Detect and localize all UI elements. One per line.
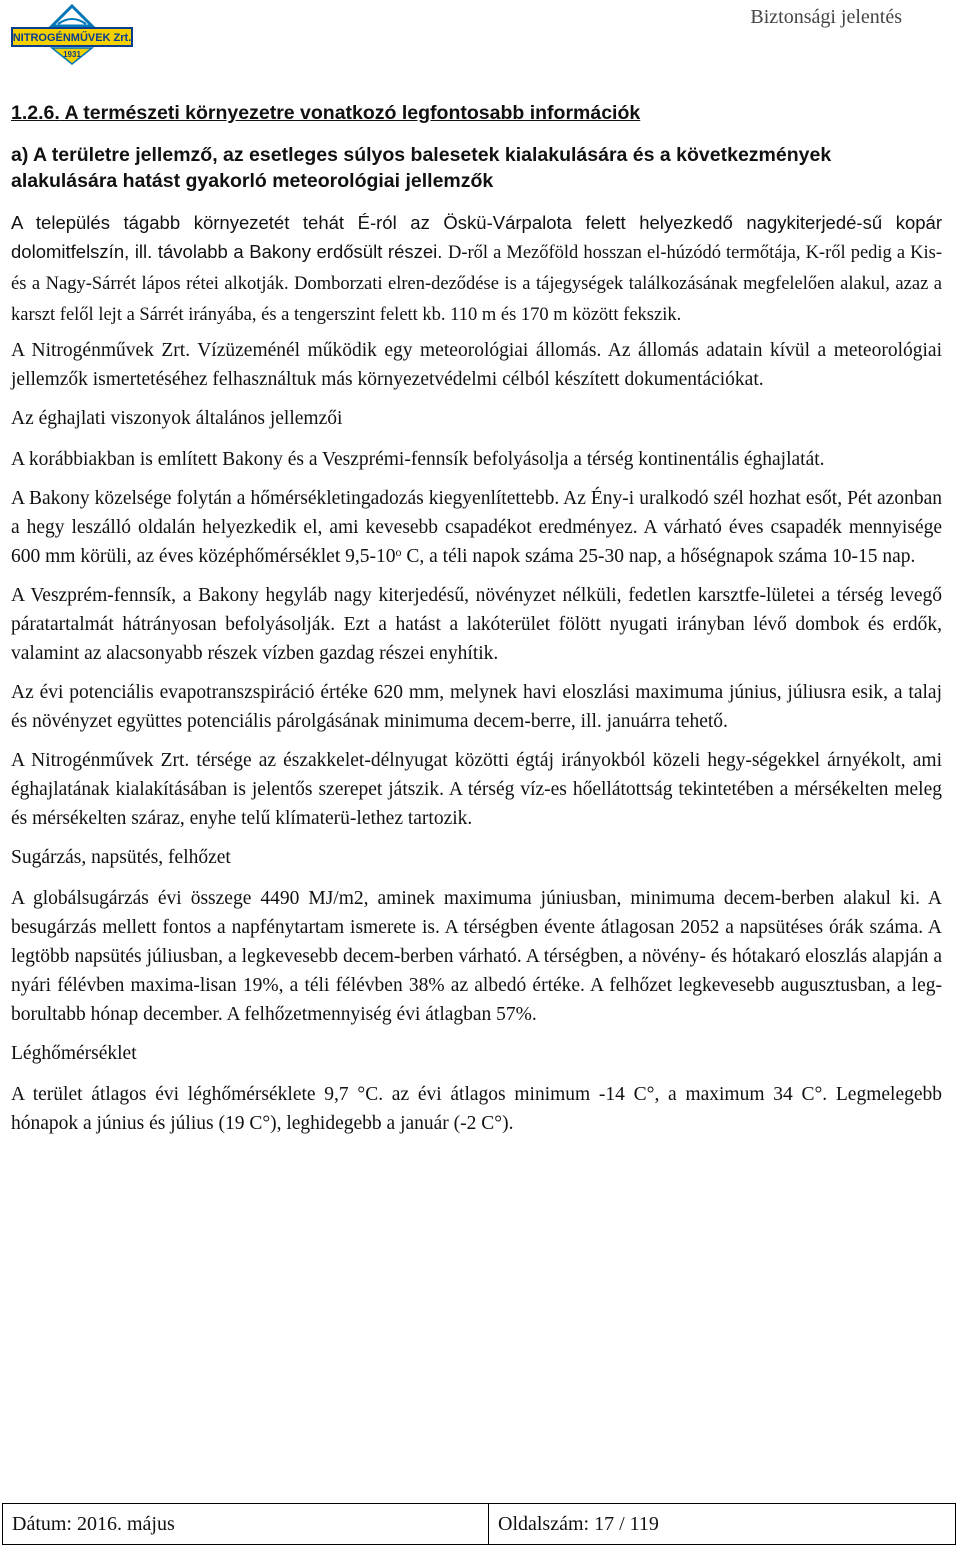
footer-page-number: Oldalszám: 17 / 119 bbox=[498, 1512, 659, 1535]
section-number: 1.2.6. bbox=[11, 102, 60, 124]
company-logo bbox=[8, 4, 136, 66]
paragraph-text: C, a téli napok száma 25-30 nap, a hőségnapok száma 10-15 nap. bbox=[401, 546, 916, 567]
logo-year-text: 1931 bbox=[63, 50, 81, 59]
paragraph bbox=[11, 208, 942, 330]
label-radiation: Sugárzás, napsütés, felhőzet bbox=[11, 847, 231, 868]
section-title: A természeti környezetre vonatkozó legfontosabb információk bbox=[64, 102, 641, 124]
label-temperature: Léghőmérséklet bbox=[11, 1043, 137, 1064]
degree-superscript: o bbox=[395, 545, 402, 559]
logo-company-text: NITROGÉNMŰVEK Zrt. bbox=[12, 32, 132, 44]
paragraph: A Veszprém-fennsík, a Bakony hegyláb nagy kiterjedésű, növényzet nélküli, fedetlen karsztfe-lületei a térség levegő páratartalmát hátrányosan befolyásolják. Ezt a hatást a lakóterület fölött nyugati irányban lévő dombok és erdők, valamint az alacsonyabb részek vízben gazdag részei enyhítik. bbox=[11, 585, 942, 664]
paragraph-text: A település tágabb környezetét tehát É-ról az Öskü-Várpalota felett helyezkedő nagykiterjedé-sű kopár dolomitfelszín, ill. távolabb a Bakony erdősült részei. bbox=[11, 212, 942, 262]
paragraph bbox=[11, 484, 942, 571]
section-heading bbox=[11, 100, 942, 126]
paragraph: A Nitrogénművek Zrt. Vízüzeménél működik egy meteorológiai állomás. Az állomás adatain kívül a meteorológiai jellemzők ismertetéséhez felhasználtuk más környezetvédelmi célból készített dokumentációkat. bbox=[11, 340, 942, 390]
page-content bbox=[11, 100, 942, 1148]
footer-date: Dátum: 2016. május bbox=[3, 1504, 489, 1544]
page-footer bbox=[2, 1503, 956, 1545]
paragraph: A terület átlagos évi léghőmérséklete 9,7 °C. az évi átlagos minimum -14 C°, a maximum 34 C°. Legmelegebb hónapok a június és július (19 C°), leghidegebb a január (-2 C°). bbox=[11, 1084, 942, 1134]
document-header-title: Biztonsági jelentés bbox=[750, 6, 902, 28]
subheading: a) A területre jellemző, az esetleges súlyos balesetek kialakulására és a következmények alakulására hatást gyakorló meteorológiai jellemzők bbox=[11, 144, 832, 192]
paragraph: A Nitrogénművek Zrt. térsége az északkelet-délnyugat közötti égtáj irányokból közeli hegy-ségekkel árnyékolt, ami éghajlatának kialakításában is jelentős szerepet játszik. A térség víz-es hőellátottság tekintetében a mérsékelten meleg és mérsékelten száraz, enyhe telű klímaterü-lethez tartozik. bbox=[11, 750, 942, 829]
paragraph: A globálsugárzás évi összege 4490 MJ/m2, aminek maximuma júniusban, minimuma decem-berben alakul ki. A besugárzás mellett fontos a napfénytartam ismerete is. A térségben évente átlagosan 2052 a napsütéses órák száma. A legtöbb napsütés júliusban, a legkevesebb decem-berben várható. A térségben, a növény- és hótakaró eloszlás alapján a nyári félévben maxima-lisan 19%, a téli félévben 38% az albedó értéke. A felhőzet legkevesebb augusztusban, a leg-borultabb hónap december. A felhőzetmennyiség évi átlagban 57%. bbox=[11, 888, 942, 1025]
paragraph-text: A Bakony közelsége folytán a hőmérsékletingadozás kiegyenlítettebb. Az Ény-i uralkodó szél hozhat esőt, Pét azonban a hegy leszálló oldalán helyezkedik el, ami kevesebb csapadékot eredményez. A várható éves csapadék mennyisége 600 mm körüli, az éves középhőmérséklet 9,5-10 bbox=[11, 488, 942, 567]
paragraph-text: D-ről a Mezőföld hosszan el-húzódó termőtája, K-ről pedig a Kis- és a Nagy-Sárrét lápos rétei alkotják. Domborzati elren-deződése is a tájegységek találkozásának megfelelően alakul, azaz a karszt felől lejt a Sárrét irányába, és a tengerszint felett kb. 110 m és 170 m között fekszik. bbox=[11, 243, 942, 325]
paragraph: A korábbiakban is említett Bakony és a Veszprémi-fennsík befolyásolja a térség kontinentális éghajlatát. bbox=[11, 449, 825, 470]
paragraph: Az évi potenciális evapotranszspiráció értéke 620 mm, melynek havi eloszlási maximuma június, júliusra esik, a talaj és növényzet együttes potenciális párolgásának minimuma decem-berre, ill. januárra tehető. bbox=[11, 682, 942, 732]
label-climate: Az éghajlati viszonyok általános jellemzői bbox=[11, 408, 343, 429]
